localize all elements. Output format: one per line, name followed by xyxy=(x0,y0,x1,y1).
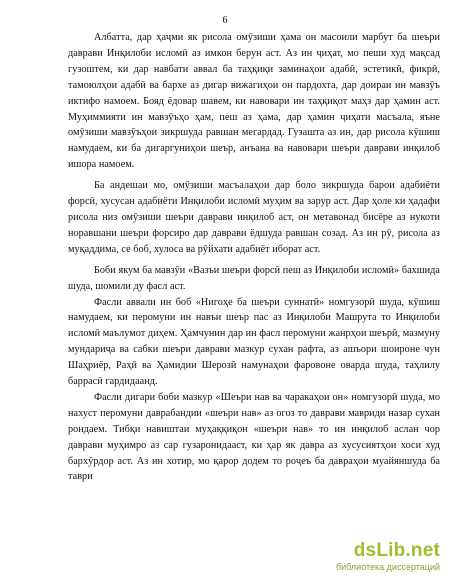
dslib-subtitle: библиотека диссертаций xyxy=(335,562,440,572)
dslib-logo: dsLib.net xyxy=(353,540,440,561)
paragraph-5: Фасли дигари боби мазкур «Шеъри нав ва чаракаҳои он» номгузорӣ шуда, мо нахуст перомуни даврабандии «шеъри нав» аз огоз то даврави мавриди назар сухан рондаем. Тибқи навиштаи муҳаққиқон «шеъри нав» то ин инқилоб аслан чор даврави муҳимро аз сар гузаронидааст, ки ҳар як давра аз хусусиятҳои хоси худ бархӯрдор аст. Аз ин хотир, мо қарор додем то роҷеъ ба давраҳои муайяншуда ба таври xyxy=(68,391,440,483)
paragraph-1: Албатта, дар ҳаҷми як рисола омӯзиши ҳама он масоили марбут ба шеъри даврави Инқилоби исломӣ аз имкон берун аст. Аз ин ҷиҳат, мо пеши худ мақсад гузоштем, ки дар навбати аввал ба таҳқиқи заминаҳои адабӣ, эстетикӣ, фикрӣ, тамоюлҳои адабӣ ва бархе аз дигар вижагиҳои он пардохта, дар доираи ин мавзӯъ иктифо намоем. Бояд ёдовар шавем, ки навовари ин таҳқиқот маҳз дар ҳамин аст. Муҳиммияти ин мавзӯъҳо ҳам, пеш аз ҳама, дар ҳамин ҷиҳати масъала, яъне омӯзиши мавзӯъҳои зикршуда равшан мегардад. Гузашта аз ин, дар рисола кӯшиш намудаем, ки ба дигаргуниҳои шеър, анъана ва навовари шеъри даврави инқилоб ишора намоем. xyxy=(68,32,440,171)
dslib-watermark[interactable] xyxy=(330,540,440,576)
page-number: 6 xyxy=(222,15,228,26)
paragraph-4: Фасли аввали ин боб «Нигоҳе ба шеъри суннатӣ» номгузорӣ шуда, кӯшиш намудаем, ки перомуни ин навъи шеър пас аз Инқилоби Машрута то Инқилоби исломӣ маълумот диҳем. Ҳамчунин дар ин фасл перомуни жанрҳои шеърӣ, мазмуну мундариҷа ва сабки шеъри даврави мазкур сухан рафта, аз ашъори шоироне чун Шаҳриёр, Раҳӣ ва Ҳамидии Шерозӣ намунаҳои фаровоне оварда шуда, таҳлилу баррасӣ гардидаанд. xyxy=(68,296,440,388)
document-body xyxy=(68,30,440,485)
paragraph-2: Ба андешаи мо, омӯзиши масъалаҳои дар боло зикршуда барои адабиёти форсӣ, хусусан адабиёти Инқилоби исломӣ муҳим ва зарур аст. Дар ҳоле ки ҳадафи рисола низ омӯзиши шеъри даврави инқилоб аст, он метавонад бисёре аз нукоти норавшани шеъри форсиро дар даврави ёдшуда равшан созад. Аз ин рӯ, рисола аз муқаддима, се боб, хулоса ва рӯйхати адабиёт иборат аст. xyxy=(68,180,440,255)
paragraph-3: Боби якум ба мавзӯи «Вазъи шеъри форсӣ пеш аз Инқилоби исломӣ» бахшида шуда, шомили ду фасл аст. xyxy=(68,264,440,292)
